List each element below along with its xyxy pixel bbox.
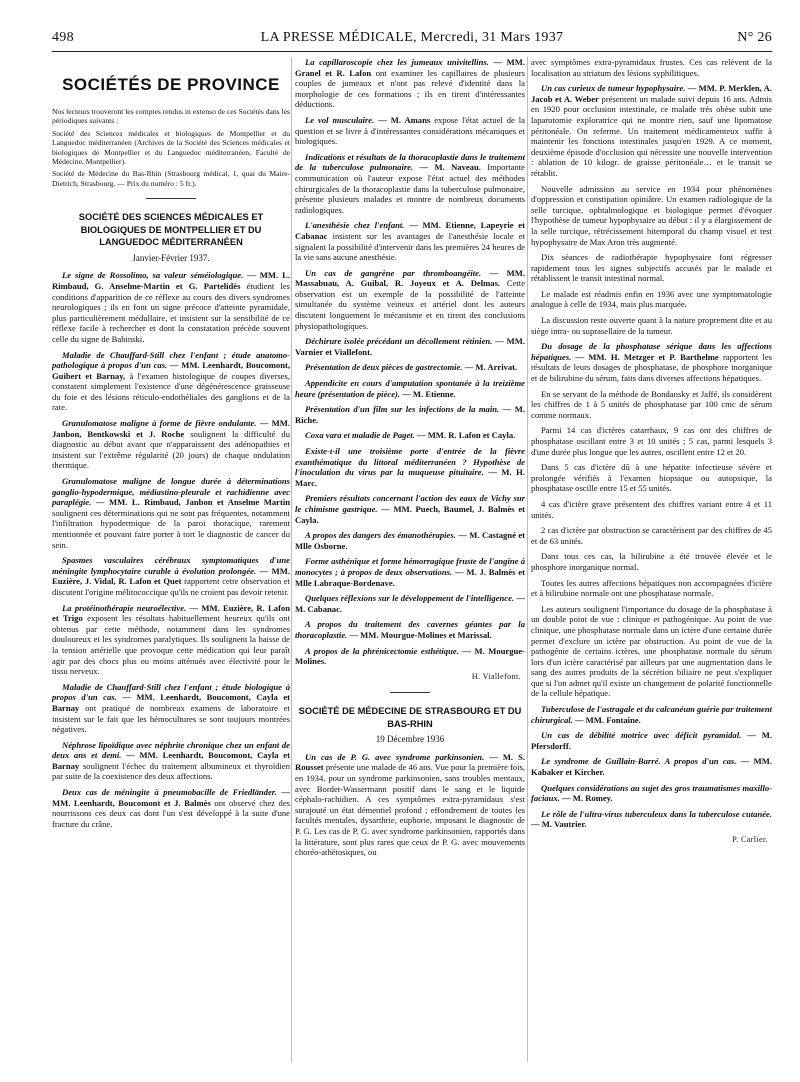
communication-title: Quelques réflexions sur le développement de l'intelligence. (305, 593, 515, 604)
communication (295, 646, 525, 667)
column-divider (527, 57, 528, 1062)
communication-authors: — MM. Etienne, Lapeyrie et Cabanac (295, 220, 525, 241)
communication-authors: — MM. L. Rimbaud, Janbon et Anselme Martin (95, 497, 290, 508)
communication (295, 530, 525, 551)
communication-authors: — MM. Euzière, R. Lafon et Trigo (52, 602, 290, 624)
communication (295, 556, 525, 588)
communication-title: Granulomatose maligne de longue durée à déterminations ganglio-hypodermique, médiastino-pleurale et rachidienne avec paraplégie. (52, 476, 290, 508)
separator (146, 198, 196, 199)
communication: Le rôle de l'ultra-virus tuberculeux dans la tuberculose cutanée. — M. Vautrier. (531, 808, 772, 830)
communication: Quelques considérations au sujet des gros traumatismes maxillo-faciaux. — M. Romey. (531, 782, 772, 804)
communication (52, 740, 290, 782)
communication (295, 378, 525, 399)
communication-title: A propos de la phrénicectomie esthétique. (305, 645, 459, 656)
paragraph: En se servant de la méthode de Bondansky et Jaffé, ils considèrent les chiffres de 1 à 5 unités de phosphatase par 100 cmc de sérum comme normaux. (531, 388, 772, 420)
society-name: SOCIÉTÉ DE MÉDECINE DE STRASBOURG ET DU BAS-RHIN (298, 706, 522, 729)
communication-title: Granulomatose maligne à forme de fièvre ondulante. (62, 418, 257, 429)
communication-authors: — M. Amans (378, 114, 431, 125)
communication-title: Présentation d'un film sur les infections de la main. (305, 404, 500, 415)
communication-title: Néphrose lipoïdique avec néphrite chronique chez un enfant de deux ans et demi. (52, 739, 290, 761)
communication: Un cas de P. G. avec syndrome parkinsonien. — M. S. Rousset présente une malade de 46 ans. Vue pour la première fois, en 1934, pour un syndrome parkinsonien, sans troubles mentaux, avec Bordet-Wassermann positif dans le sang et le liquide céphalo-rachidien. A ces symptômes extra-pyramidaux s'est surajouté un état démentiel profond ; effondrement de toutes les facultés mentales, dysarthrie, euphorie, imposant le diagnostic de P. G. Les cas de P. G. avec syndrome parkinsonien, rapportés dans la littérature, sont plus rares que ceux de P. G. avec mouvements choréo-athétosiques, ou (295, 751, 525, 858)
session-date: Janvier-Février 1937. (132, 252, 210, 263)
paragraph: 4 cas d'ictère grave présentent des chiffres variant entre 4 et 11 unités. (531, 498, 772, 520)
communication-authors: — MM. Leenhardt, Boucomont et J. Balmès (52, 787, 290, 808)
communication-authors: — MM. R. Lafon et Cayla. (416, 430, 516, 441)
paragraph: Dix séances de radiothérapie hypophysaire font régresser rapidement tous les signes subjectifs accusés par le malade et rétablissent le transit intestinal normal. (531, 252, 772, 284)
communication-title: La protéinothérapie neuroélective. (62, 602, 187, 613)
issue-number: N° 26 (737, 30, 772, 45)
communication-authors: — M. Castagné et Mlle Osborne. (295, 530, 525, 551)
communication-title: Forme asthénique et forme hémorragique fruste de l'angine à monocytes ; à propos de deux observations. (295, 556, 525, 577)
paragraph: avec symptômes extra-pyramidaux frustes. Ces cas relèvent de la localisation au striatum des lésions syphilitiques. (531, 57, 772, 78)
communication: Tuberculose de l'astragale et du calcanéum guérie par traitement chirurgical. — MM. Fontaine. (531, 704, 772, 725)
communication-body: ont observé chez des nourrissons ces deux cas dont l'un s'est développé à la suite d'une fracture du crâne. (52, 797, 290, 829)
communication (52, 350, 290, 414)
communication (295, 362, 525, 373)
signature: H. Viallefont. (471, 671, 521, 681)
communication-authors: — MM. Leenhardt, Boucomont, Guibert et Barnay, (52, 360, 290, 381)
communication: Le syndrome de Guillain-Barré. A propos d'un cas. — MM. Kabaker et Kircher. (531, 756, 772, 778)
communication-authors: — MM. Leenhardt, Boucomont, Cayla et Barnay (52, 692, 290, 713)
communication-authors: — M. Naveau. (419, 162, 481, 173)
communication-authors: — MM. Leenhardt, Boucomont, Cayla et Barnay (52, 750, 290, 771)
communication-title: Deux cas de méningite à pneumobacille de Friedländer. (62, 787, 277, 798)
communication (295, 152, 525, 216)
paragraph: La discussion reste ouverte quant à la nature proprement dite et au siège intra- ou suprasellaire de la tumeur. (531, 315, 772, 336)
communication-authors: — MM. Euzière, J. Vidal, R. Lafon et Quet (52, 565, 290, 587)
column-divider (291, 57, 292, 1062)
communication (295, 404, 525, 425)
page-header (52, 28, 772, 50)
session-date: 19 Décembre 1936 (375, 734, 445, 745)
communication-title: Spasmes vasculaires cérébraux symptomatiques d'une méningite lymphocytaire curable à évolution prolongée. (52, 555, 290, 576)
communication-authors: — M. Cabanac. (295, 593, 525, 614)
communication-body: insistent sur les avantages de l'anesthésie locale et signalent la possibilité d'intervenir dans les premières 24 heures de la vie sans aucune anesthésie. (295, 230, 525, 263)
communication-title: Maladie de Chauffard-Still chez l'enfant ; étude anatomo-pathologique à propos d'un cas. (52, 349, 290, 371)
signature: P. Carlier. (732, 835, 768, 844)
communication (52, 418, 290, 471)
communication-body: à l'examen histologique de coupes diverses, constatent simplement l'existence d'une dégénérescence graisseuse du foie et des lésions réticulo-endothéliales des ganglions et de la rate. (52, 370, 290, 413)
paragraph: Les auteurs soulignent l'importance du dosage de la phosphatase à un double point de vue : clinique et pathogénique. Au point de vue clinique, une phosphatase normale dans un ictère d'une certaine durée permet d'exclure un ictère par obstruction. Au point de vue de la pathogénie de certains ictères, une phosphatase normale du sérum lors d'un ictère caractérisé par ailleurs par une augmentation dans le sang des autres produits de la sécrétion biliaire ne peut s'expliquer que si l'on admet qu'il existe un changement de polarité fonctionnelle de la cellule hépatique. (531, 603, 772, 699)
communication (52, 270, 290, 344)
communication (295, 619, 525, 640)
communication-authors: — MM. Janbon, Bentkowski et J. Roche (52, 418, 290, 439)
communication-title: Coxa vara et maladie de Paget. (305, 430, 415, 441)
paragraph: Parmi 14 cas d'ictères catarrhaux, 9 cas ont des chiffres de phosphatase oscillant entre 3 et 10 unités ; 5 cas, parmi lesquels 3 d'une durée plus longue que les autres, oscillent entre 12 et 20. (531, 425, 772, 457)
communication (295, 115, 525, 147)
communication: Un cas curieux de tumeur hypophysaire. — MM. P. Merklen, A. Jacob et A. Weber présentent un malade suivi depuis 16 ans. Admis en 1920 pour occlusion intestinale, ce malade très obèse subit une laparotomie exploratrice qui ne montre rien, sauf une lipomatose péritonéale. On referme. Un traitement médicamenteux suffit à maintenir les fonctions intestinales jusqu'en 1929. A ce moment, deuxième épisode d'occlusion qui nécessite une nouvelle intervention : ablation de 10 kilogr. de graisse péritonéale… et le transit se rétablit. (531, 83, 772, 178)
communication (52, 476, 290, 550)
communication-authors: — MM. Granel et R. Lafon (295, 57, 525, 78)
communication-title: Premiers résultats concernant l'action des eaux de Vichy sur le chimisme gastrique. (295, 493, 525, 514)
communication-body: Cette observation est un exemple de la possibilité de l'atteinte simultanée du système veineux et artériel dont les auteurs discutent longuement le mécanisme et en tirent des conclusions physiopathologiques. (295, 278, 525, 331)
notice-intro: Nos lecteurs trouveront les comptes rendus in extenso de ces Sociétés dans les périodiques suivants : (52, 107, 290, 126)
communication (52, 555, 290, 597)
communication-title: A propos des dangers des émanothérapies. (305, 530, 456, 541)
communication-body: étudient les conditions d'apparition de ce réflexe au cours des divers syndromes neurologiques ; ils en font un signe précoce d'atteinte pyramidale, plus particulièrement médullaire, et insistent sur la sensibilité de ce réflexe facile à rechercher et dont la constatation précède souvent celle du signe de Babinski. (52, 280, 290, 344)
communication-authors: — MM. Varnier et Viallefont. (295, 336, 525, 357)
paragraph: Dans tous ces cas, la bilirubine a été trouvée élevée et le phosphore inorganique normal. (531, 551, 772, 572)
communication-body: expose l'état actuel de la question et se livre à d'intéressantes considérations mécaniques et biologiques. (295, 114, 525, 147)
communication (295, 268, 525, 332)
communication (295, 593, 525, 614)
column-3 (531, 57, 772, 1072)
communication-body: ont examiner les capillaires de plusieurs couples de jumeaux et n'ont pas relevé d'identité dans la morphologie de ces formations ; ils en tirent d'intéressantes déductions. (295, 67, 525, 110)
communication-title: Le vol musculaire. (305, 114, 375, 125)
communication-title: A propos du traitement des cavernes géantes par la thoracoplastie. (295, 619, 525, 640)
communication-authors: — M. J. Balmès et Mlle Labraque-Bordenave. (295, 566, 525, 588)
separator (390, 692, 430, 693)
communication: Un cas de débilité motrice avec déficit pyramidal. — M. Pfersdorff. (531, 730, 772, 751)
page-number: 498 (52, 30, 74, 45)
journal-title: LA PRESSE MÉDICALE, Mercredi, 31 Mars 1937 (260, 30, 564, 45)
communication-body: soulignent ces déterminations qui ne sont pas fréquentes, notamment l'infiltration hypodermique de la paroi thoracique, rarement mentionnée et pouvant faire porter à tort le diagnostic de cancer du sein. (52, 507, 290, 550)
communication-title: Existe-t-il une troisième porte d'entrée de la fièvre exanthématique du littoral méditerranéen ? Hypothèse de l'inoculation du virus par la muqueuse pituitaire. (295, 446, 525, 478)
section-title: SOCIÉTÉS DE PROVINCE (62, 75, 280, 94)
paragraph: Toutes les autres affections hépatiques non accompagnées d'ictère et à bilirubine normale ont une phosphatase normale. (531, 577, 772, 599)
paragraph: 2 cas d'ictère par obstruction se caractérisent par des chiffres de 45 et de 63 unités. (531, 525, 772, 546)
communication-authors: — MM. Mourgue-Molines et Marissal. (349, 629, 492, 640)
communication (52, 682, 290, 735)
communication-body: ont pratiqué de nombreux examens de laboratoire et insistent sur le fait que les hémocultures se sont toujours montrées négatives. (52, 702, 290, 735)
communication-authors: — MM. Massabuau, A. Guibal, R. Joyeux et A. Delmas. (295, 267, 525, 289)
society-name: SOCIÉTÉ DES SCIENCES MÉDICALES ET BIOLOGIQUES DE MONTPELLIER ET DU LANGUEDOC MÉDITERRANÉEN (78, 212, 264, 248)
communication (52, 603, 290, 677)
communication-authors: — M. Mourgue-Molines. (295, 645, 525, 667)
communication (295, 446, 525, 488)
communication-title: Le signe de Rossolimo, sa valeur séméiologique. (62, 270, 244, 281)
paragraph: Dans 5 cas d'ictère dû à une hépatite infectieuse sévère et prolongée vérifiés à l'examen biopsique ou autopsique, la phosphatase oscille entre 15 et 55 unités. (531, 462, 772, 494)
header-rule (52, 51, 772, 52)
communication-title: Un cas de gangrène par thromboangéite. (305, 267, 482, 278)
notice-montpellier: Société des Sciences médicales et biologiques de Montpellier et du Languedoc méditerranéen (Archives de la Société des Sciences médicales et biologiques de Montpellier et du Languedoc méditerranéen, Faculté de Médecine, Montpellier). (52, 128, 290, 167)
communication: Du dosage de la phosphatase sérique dans les affections hépatiques. — MM. H. Metzger et P. Barthelme rapportent les résultats de leurs dosages de phosphatase, de phosphore inorganique et de bilirubine du sérum, faits dans diverses affections hépatiques. (531, 341, 772, 384)
communication-body: Importante communication où l'auteur expose l'état actuel des méthodes chirurgicales de la thoracoplastie dans la tuberculose pulmonaire, présente plusieurs malades et montre de nombreux documents radiologiques. (295, 162, 525, 215)
communication-body: soulignent la difficulté du diagnostic au début avant que n'apparaissent des adénopathies et insistent sur l'extrême régularité (20 jours) de chaque ondulation thermique. (52, 428, 290, 471)
communication (295, 430, 525, 441)
communication (295, 57, 525, 110)
communication-title: Indications et résultats de la thoracoplastie dans le traitement de la tuberculose pulmonaire. (295, 151, 525, 173)
communication-authors: — MM. Puech, Baumel, J. Balmès et Cayla. (295, 503, 525, 525)
communication-authors: — M. Etienne. (402, 388, 456, 399)
notice-strasbourg: Société de Médecine du Bas-Rhin (Strasbourg médical, 1, quai du Maire-Dietrich, Strasbourg. — Prix du numéro : 5 fr.). (52, 169, 290, 188)
communication-body: soulignent l'échec du traitement albumineux et thyroïdien par suite de la coexistence des deux affections. (52, 760, 290, 782)
communication-authors: — M. H. Marc. (295, 467, 525, 488)
communication (295, 493, 525, 525)
communication-authors: — M. Arrivat. (464, 362, 518, 373)
column-1 (52, 57, 290, 1072)
communication-title: Maladie de Chauffard-Still chez l'enfant ; étude biologique à propos d'un cas. (52, 681, 290, 703)
communication-authors: — M. Riche. (295, 404, 525, 425)
communication-title: Déchirure isolée précédant un décollement rétinien. (305, 336, 493, 347)
communication-authors: — MM. L. Rimbaud, G. Anselme-Martin et G. Partelidès (52, 270, 290, 291)
communication (295, 336, 525, 357)
communication-body: rapportent cette observation et discutent l'origine mélitococcique qu'ils ne croient pas devoir retenir. (52, 576, 290, 597)
paragraph: Le malade est réadmis enfin en 1936 avec une symptomatologie analogue à celle de 1934, mais plus marquée. (531, 288, 772, 310)
communication-title: Appendicite en cours d'amputation spontanée à la treizième heure (présentation de pièce). (295, 378, 525, 399)
communication (295, 220, 525, 262)
communication-title: L'anesthésie chez l'enfant. (305, 220, 405, 231)
communications-list (52, 270, 290, 829)
communication-title: La capillaroscopie chez les jumeaux univitellins. (305, 57, 489, 67)
communication (52, 787, 290, 829)
communication-body: exposent les résultats habituellement heureux qu'ils ont obtenus par cette méthode, notamment dans les syndromes douloureux et les syndromes paralytiques. Ils soulignent la baisse de la tension artérielle que provoque cette médication qui leur paraît agir par des chocs plus ou moins atténués avec électivité pour le tissu nerveux. (52, 613, 290, 677)
paragraph: Nouvelle admission au service en 1934 pour phénomènes d'oppression et constipation opiniâtre. Un examen radiologique de la selle turcique, ophtalmologique et biologique permet d'évoquer l'hypothèse de tumeur hypophysaire au début : il y a élargissement de la selle turcique, rétrécissement bitemporal du champ visuel et test hypophysaire de Max Aron très augmenté. (531, 183, 772, 247)
column-2 (295, 57, 525, 1072)
communications-list (295, 57, 525, 667)
communication-title: Présentation de deux pièces de gastrectomie. (305, 362, 463, 373)
